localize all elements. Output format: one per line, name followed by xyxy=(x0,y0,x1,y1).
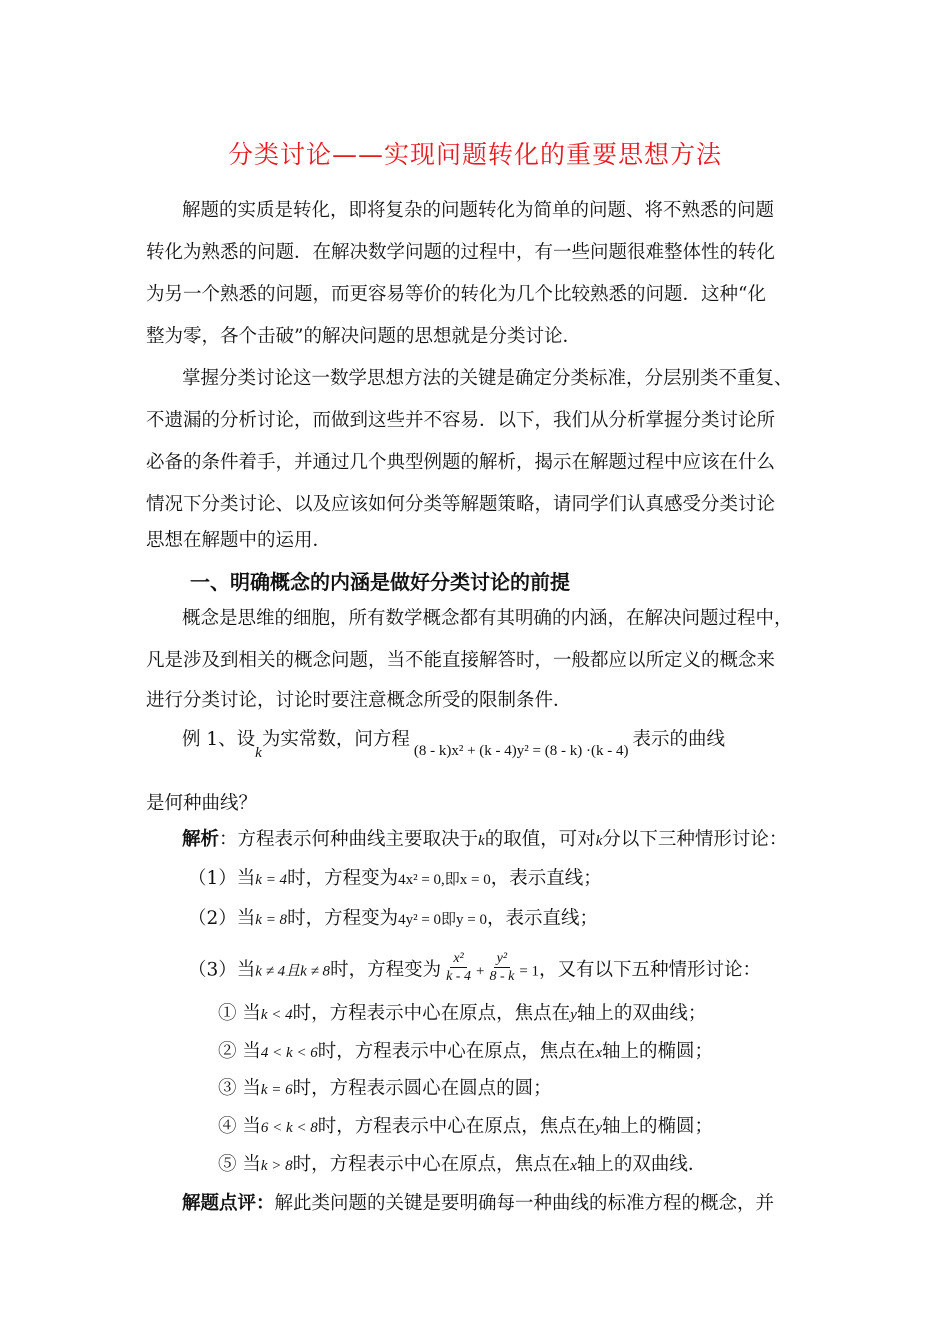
paragraph-line: 掌握分类讨论这一数学思想方法的关键是确定分类标准，分层别类不重复、 xyxy=(182,368,793,389)
subcase-text: 时，方程表示中心在原点，焦点在 xyxy=(292,1003,571,1024)
section-heading: 一、明确概念的内涵是做好分类讨论的前提 xyxy=(190,570,570,594)
paragraph-line: 凡是涉及到相关的概念问题，当不能直接解答时，一般都应以所定义的概念来 xyxy=(146,650,776,671)
case-prefix: （1）当 xyxy=(188,868,256,889)
subcase-marker: ④ 当 xyxy=(218,1116,261,1137)
paragraph-line: 不遗漏的分析讨论，而做到这些并不容易．以下，我们从分析掌握分类讨论所 xyxy=(146,410,776,431)
example-label: 例 1、设 xyxy=(182,729,256,750)
axis-variable: x xyxy=(570,1158,577,1174)
example-line xyxy=(182,727,725,761)
subcase-marker: ③ 当 xyxy=(218,1078,261,1099)
fraction-numerator: x² xyxy=(450,951,466,968)
subcase-text: 时，方程表示圆心在圆点的圆； xyxy=(292,1078,552,1099)
paragraph-line: 概念是思维的细胞，所有数学概念都有其明确的内涵，在解决问题过程中， xyxy=(182,608,793,629)
case-line xyxy=(188,906,598,933)
case-suffix: ，表示直线； xyxy=(487,908,599,929)
paragraph-line: 必备的条件着手，并通过几个典型例题的解析，揭示在解题过程中应该在什么 xyxy=(146,452,776,473)
subcase-condition: 4 < k < 6 xyxy=(260,1045,318,1061)
subcase-condition: k < 4 xyxy=(260,1007,293,1023)
fraction-numerator: y² xyxy=(494,951,510,968)
case-prefix: （3）当 xyxy=(188,959,256,981)
review-text: 解此类问题的关键是要明确每一种曲线的标准方程的概念，并 xyxy=(274,1193,775,1214)
axis-variable: y xyxy=(595,1120,602,1136)
example-equation: (8 - k)x² + (k - 4)y² = (8 - k) ·(k - 4) xyxy=(413,743,629,759)
subcase-end: 轴上的双曲线； xyxy=(576,1003,707,1024)
plus-sign: + xyxy=(475,963,485,980)
paragraph-line: 情况下分类讨论、以及应该如何分类等解题策略，请同学们认真感受分类讨论 xyxy=(146,494,776,515)
subcase-line xyxy=(218,1001,706,1028)
example-text: 为实常数，问方程 xyxy=(261,729,410,750)
variable-k: k xyxy=(595,833,603,849)
subcase-end: 轴上的双曲线． xyxy=(576,1154,707,1175)
axis-variable: x xyxy=(595,1045,602,1061)
subcase-text: 时，方程表示中心在原点，焦点在 xyxy=(292,1154,571,1175)
fraction xyxy=(486,951,517,986)
fraction-denominator: 8 - k xyxy=(489,969,515,984)
analysis-text: 分以下三种情形讨论： xyxy=(602,829,788,850)
paragraph-line: 为另一个熟悉的问题，而更容易等价的转化为几个比较熟悉的问题．这种“化 xyxy=(146,284,766,305)
document-title: 分类讨论——实现问题转化的重要思想方法 xyxy=(227,140,722,169)
subcase-condition: 6 < k < 8 xyxy=(260,1120,318,1136)
paragraph-line: 进行分类讨论，讨论时要注意概念所受的限制条件． xyxy=(146,690,572,711)
analysis-label: 解析 xyxy=(182,829,220,850)
analysis-colon: ： xyxy=(219,829,238,850)
analysis-text: 的取值，可对 xyxy=(484,829,596,850)
case-text: 时，方程变为 xyxy=(287,868,399,889)
subcase-line xyxy=(218,1076,552,1103)
case-line xyxy=(188,953,761,988)
subcase-end: 轴上的椭圆； xyxy=(601,1041,713,1062)
analysis-text: 方程表示何种曲线主要取决于 xyxy=(237,829,479,850)
fraction-denominator: k - 4 xyxy=(446,969,471,984)
paragraph-line: 思想在解题中的运用． xyxy=(146,530,332,551)
case-equation: 4y² = 0即y = 0 xyxy=(398,912,487,928)
case-condition: k = 8 xyxy=(255,912,288,928)
paragraph-line: 转化为熟悉的问题．在解决数学问题的过程中，有一些问题很难整体性的转化 xyxy=(146,242,776,263)
case-prefix: （2）当 xyxy=(188,908,256,929)
case-line xyxy=(188,866,602,893)
variable-k: k xyxy=(478,833,485,849)
case-text: 时，方程变为 xyxy=(330,959,442,981)
subcase-marker: ⑤ 当 xyxy=(218,1154,261,1175)
review-label: 解题点评： xyxy=(182,1193,275,1214)
variable-k: k xyxy=(255,745,262,761)
case-condition: k ≠ 4且k ≠ 8 xyxy=(255,963,331,980)
paragraph-line: 解题的实质是转化，即将复杂的问题转化为简单的问题、将不熟悉的问题 xyxy=(182,200,775,221)
paragraph-line: 整为零，各个击破”的解决问题的思想就是分类讨论． xyxy=(146,326,581,347)
subcase-marker: ① 当 xyxy=(218,1003,261,1024)
subcase-condition: k = 6 xyxy=(260,1082,293,1098)
case-equation: 4x² = 0,即x = 0 xyxy=(398,872,491,888)
subcase-end: 轴上的椭圆； xyxy=(601,1116,713,1137)
case-text: 时，方程变为 xyxy=(287,908,399,929)
equation-end: = 1 xyxy=(519,963,540,980)
subcase-line xyxy=(218,1114,713,1141)
fraction xyxy=(443,951,474,986)
analysis-line xyxy=(182,827,787,854)
subcase-line xyxy=(218,1152,706,1179)
case-suffix: ，又有以下五种情形讨论： xyxy=(539,959,762,981)
subcase-text: 时，方程表示中心在原点，焦点在 xyxy=(317,1116,596,1137)
case-suffix: ，表示直线； xyxy=(490,868,602,889)
example-line: 是何种曲线？ xyxy=(146,793,258,814)
subcase-marker: ② 当 xyxy=(218,1041,261,1062)
case-condition: k = 4 xyxy=(255,872,288,888)
subcase-line xyxy=(218,1039,713,1066)
axis-variable: y xyxy=(570,1007,577,1023)
example-text-end: 表示的曲线 xyxy=(632,729,725,750)
review-line xyxy=(182,1191,774,1217)
subcase-condition: k > 8 xyxy=(260,1158,293,1174)
subcase-text: 时，方程表示中心在原点，焦点在 xyxy=(317,1041,596,1062)
